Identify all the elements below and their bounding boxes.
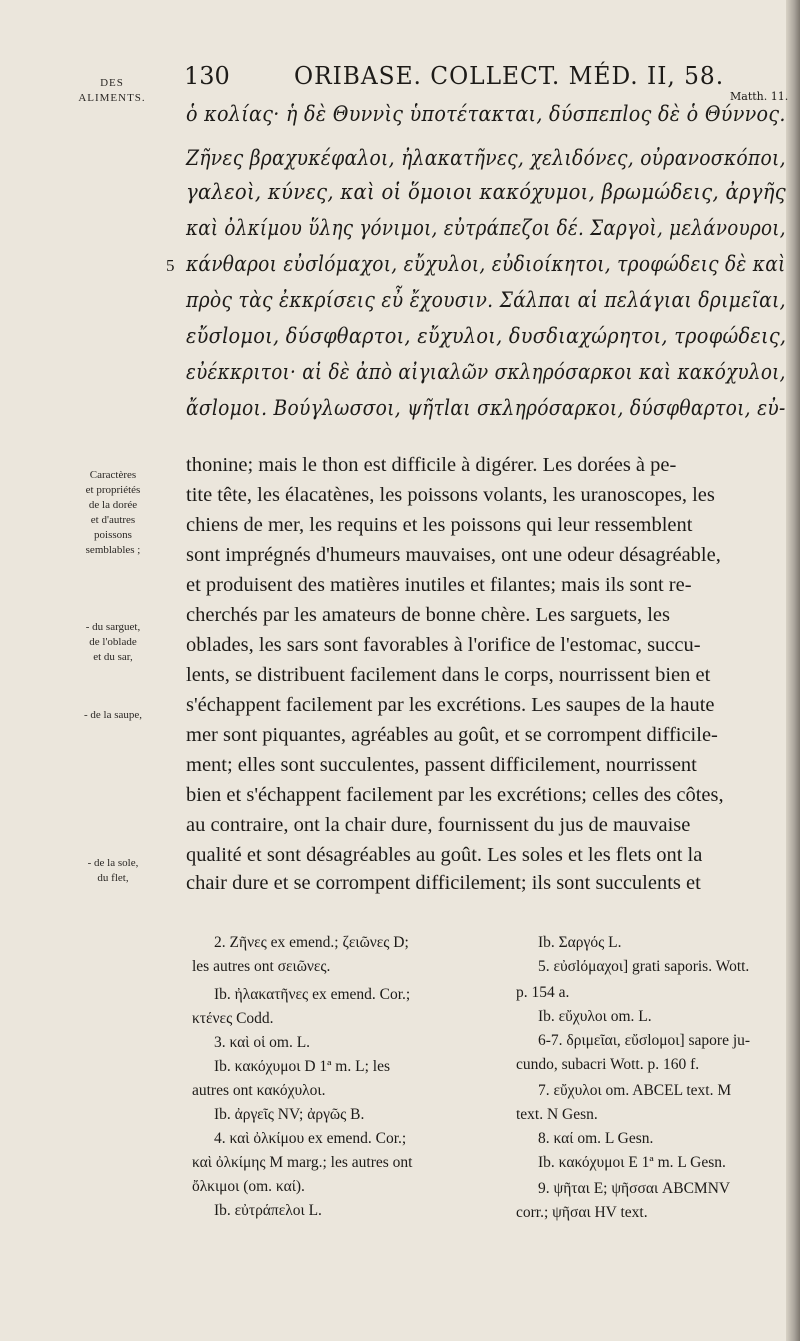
greek-line: πρὸς τὰς ἐκκρίσεις εὖ ἔχουσιν. Σάλπαι αἱ πελάγιαι δριμεῖαι, [186,288,786,312]
margin-note-sarguet: - du sarguet, de l'oblade et du sar, [85,621,141,663]
french-line: tite tête, les élacatènes, les poissons volants, les uranoscopes, les [186,484,715,506]
footnote-line: Ib. κακόχυμοι E 1ª m. L Gesn. [538,1154,726,1171]
page-edge [786,0,800,1341]
french-line: chair dure et se corrompent difficilement; ils sont succulents et [186,872,701,894]
footnote-line: p. 154 a. [516,984,570,1001]
french-line: chiens de mer, les requins et les poissons qui leur ressemblent [186,514,693,536]
french-line: lents, se distribuent facilement dans le corps, nourrissent bien et [186,664,711,686]
footnote-line: 3. καὶ οἱ om. L. [214,1034,311,1051]
footnote-line: Ib. ἠλακατῆνες ex emend. Cor.; [214,986,411,1003]
footnote-line: les autres ont σειῶνες. [192,958,331,975]
footnote-line: Ib. Σαργός L. [538,934,622,951]
greek-line: ἄσlομοι. Βούγλωσσοι, ψῆτlαι σκληρόσαρκοι, δύσφθαρτοι, εὐ- [186,396,786,420]
footnote-line: κτένες Codd. [192,1010,274,1027]
margin-note-sole: - de la sole, du flet, [87,857,139,884]
footnote-line: 7. εὔχυλοι om. ABCEL text. M [538,1082,732,1099]
greek-line: γαλεοὶ, κύνες, καὶ οἱ ὅμοιοι κακόχυμοι, βρωμώδεις, ἀργῆς [186,180,786,204]
footnote-line: Ib. κακόχυμοι D 1ª m. L; les [214,1058,390,1075]
french-line: mer sont piquantes, agréables au goût, et se corrompent difficile- [186,724,718,746]
french-line: bien et s'échappent facilement par les excrétions; celles des côtes, [186,784,724,806]
footnote-line: Ib. εὔχυλοι om. L. [538,1008,652,1025]
footnote-line: 9. ψῆται E; ψῆσσαι ABCMNV [538,1180,731,1197]
greek-line: Ζῆνες βραχυκέφαλοι, ἠλακατῆνες, χελιδόνες, οὐρανοσκόποι, [186,146,786,170]
footnote-line: 2. Ζῆνες ex emend.; ζειῶνες D; [214,934,409,951]
footnote-line: 5. εὐσlόμαχοι] grati saporis. Wott. [538,958,750,975]
french-line: sont imprégnés d'humeurs mauvaises, ont une odeur désagréable, [186,544,721,566]
french-line: ment; elles sont succulentes, passent difficilement, nourrissent [186,754,697,776]
footnote-line: 6-7. δριμεῖαι, εὔσlομοι] sapore ju- [538,1032,751,1049]
greek-line: εὔσlομοι, δύσφθαρτοι, εὔχυλοι, δυσδιαχώρητοι, τροφώδεις, [186,324,787,348]
greek-line: κάνθαροι εὐσlόμαχοι, εὔχυλοι, εὐδιοίκητοι, τροφώδεις δὲ καὶ [186,252,786,276]
footnote-line: ὄλκιμοι (om. καί). [192,1178,305,1195]
matthaei-reference: Matth. 11. [730,90,789,103]
footnote-line: καὶ ὀλκίμης M marg.; les autres ont [192,1154,413,1171]
french-line: cherchés par les amateurs de bonne chère. Les sarguets, les [186,604,671,626]
greek-line: εὐέκκριτοι· αἱ δὲ ἀπὸ αἰγιαλῶν σκληρόσαρκοι καὶ κακόχυλοι, [186,360,786,384]
page-number: 130 [184,62,230,90]
footnote-line: 8. καί om. L Gesn. [538,1130,654,1147]
footnote-line: autres ont κακόχυλοι. [192,1082,326,1099]
footnote-line: corr.; ψῆσαι HV text. [516,1204,648,1221]
footnote-line: cundo, subacri Wott. p. 160 f. [516,1056,700,1073]
footnote-line: 4. καὶ ὀλκίμου ex emend. Cor.; [214,1130,407,1147]
french-line: s'échappent facilement par les excrétions. Les saupes de la haute [186,694,715,716]
margin-note-saupe: - de la saupe, [83,709,143,721]
greek-line: καὶ ὀλκίμου ὕλης γόνιμοι, εὐτράπεζοι δέ. Σαργοὶ, μελάνουροι, [186,216,786,240]
running-title: ORIBASE. COLLECT. MÉD. II, 58. [294,62,725,90]
footnote-line: Ib. εὐτράπελοι L. [214,1202,322,1219]
margin-header: DES ALIMENTS. [78,77,146,104]
french-line: au contraire, ont la chair dure, fournissent du jus de mauvaise [186,814,691,836]
footnote-line: Ib. ἀργεῖς NV; ἀργῶς B. [214,1106,365,1123]
french-line: qualité et sont désagréables au goût. Les soles et les flets ont la [186,844,703,866]
footnote-line: text. N Gesn. [516,1106,598,1123]
french-line: et produisent des matières inutiles et filantes; mais ils sont re- [186,574,692,596]
greek-line: ὁ κολίας· ἡ δὲ Θυννὶς ὑποτέτακται, δύσπεπlος δὲ ὁ Θύννος. [186,102,786,126]
margin-note-doree: Caractères et propriétés de la dorée et d'autres poissons semblables ; [85,469,141,556]
french-line: thonine; mais le thon est difficile à digérer. Les dorées à pe- [186,454,677,476]
french-line: oblades, les sars sont favorables à l'orifice de l'estomac, succu- [186,634,701,656]
line-number: 5 [166,256,175,275]
